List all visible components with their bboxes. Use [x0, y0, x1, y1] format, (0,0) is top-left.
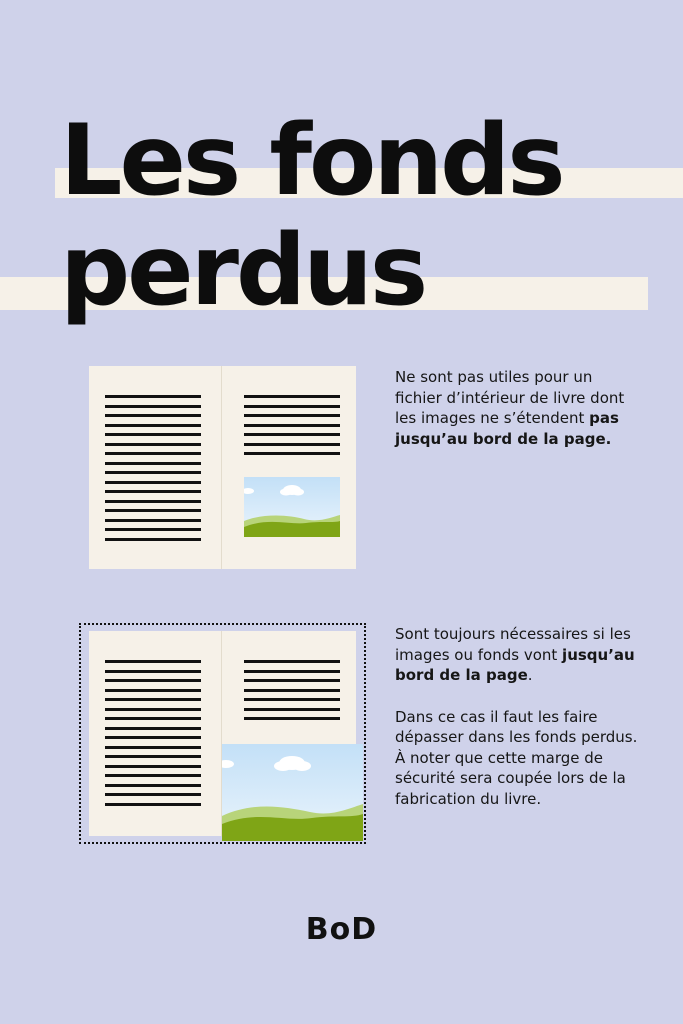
description-no-bleed-text: Ne sont pas utiles pour un fichier d’intérieur de livre dont les images ne s’étendent [395, 368, 625, 427]
book-spread-no-bleed [89, 366, 356, 569]
text-block-left [105, 660, 201, 812]
description-no-bleed [395, 367, 640, 449]
paragraph-emphasis: jusqu’au bord de la page [395, 645, 635, 684]
landscape-image-bleed-icon [222, 744, 363, 841]
paragraph-end: . [527, 666, 533, 684]
text-block-right [244, 395, 340, 462]
text-block-right [244, 660, 340, 727]
description-with-bleed-paragraph-1 [395, 624, 645, 686]
description-with-bleed-paragraph-2: Dans ce cas il faut les faire dépasser dans les fonds perdus. À noter que cette marge de sécurité sera coupée lors de la fabrication du livre. [395, 707, 638, 808]
text-block-left [105, 395, 201, 547]
landscape-image-icon [244, 477, 340, 537]
description-no-bleed-emphasis: pas jusqu’au bord de la page. [395, 409, 619, 448]
description-with-bleed [395, 624, 645, 830]
page-title-line-1: Les fonds [60, 104, 563, 218]
paragraph-text: Sont toujours nécessaires si les images ou fonds vont [395, 625, 631, 664]
spread-gutter [221, 366, 222, 569]
page-title-line-2: perdus [60, 214, 426, 328]
bod-logo: BoD [305, 912, 378, 947]
